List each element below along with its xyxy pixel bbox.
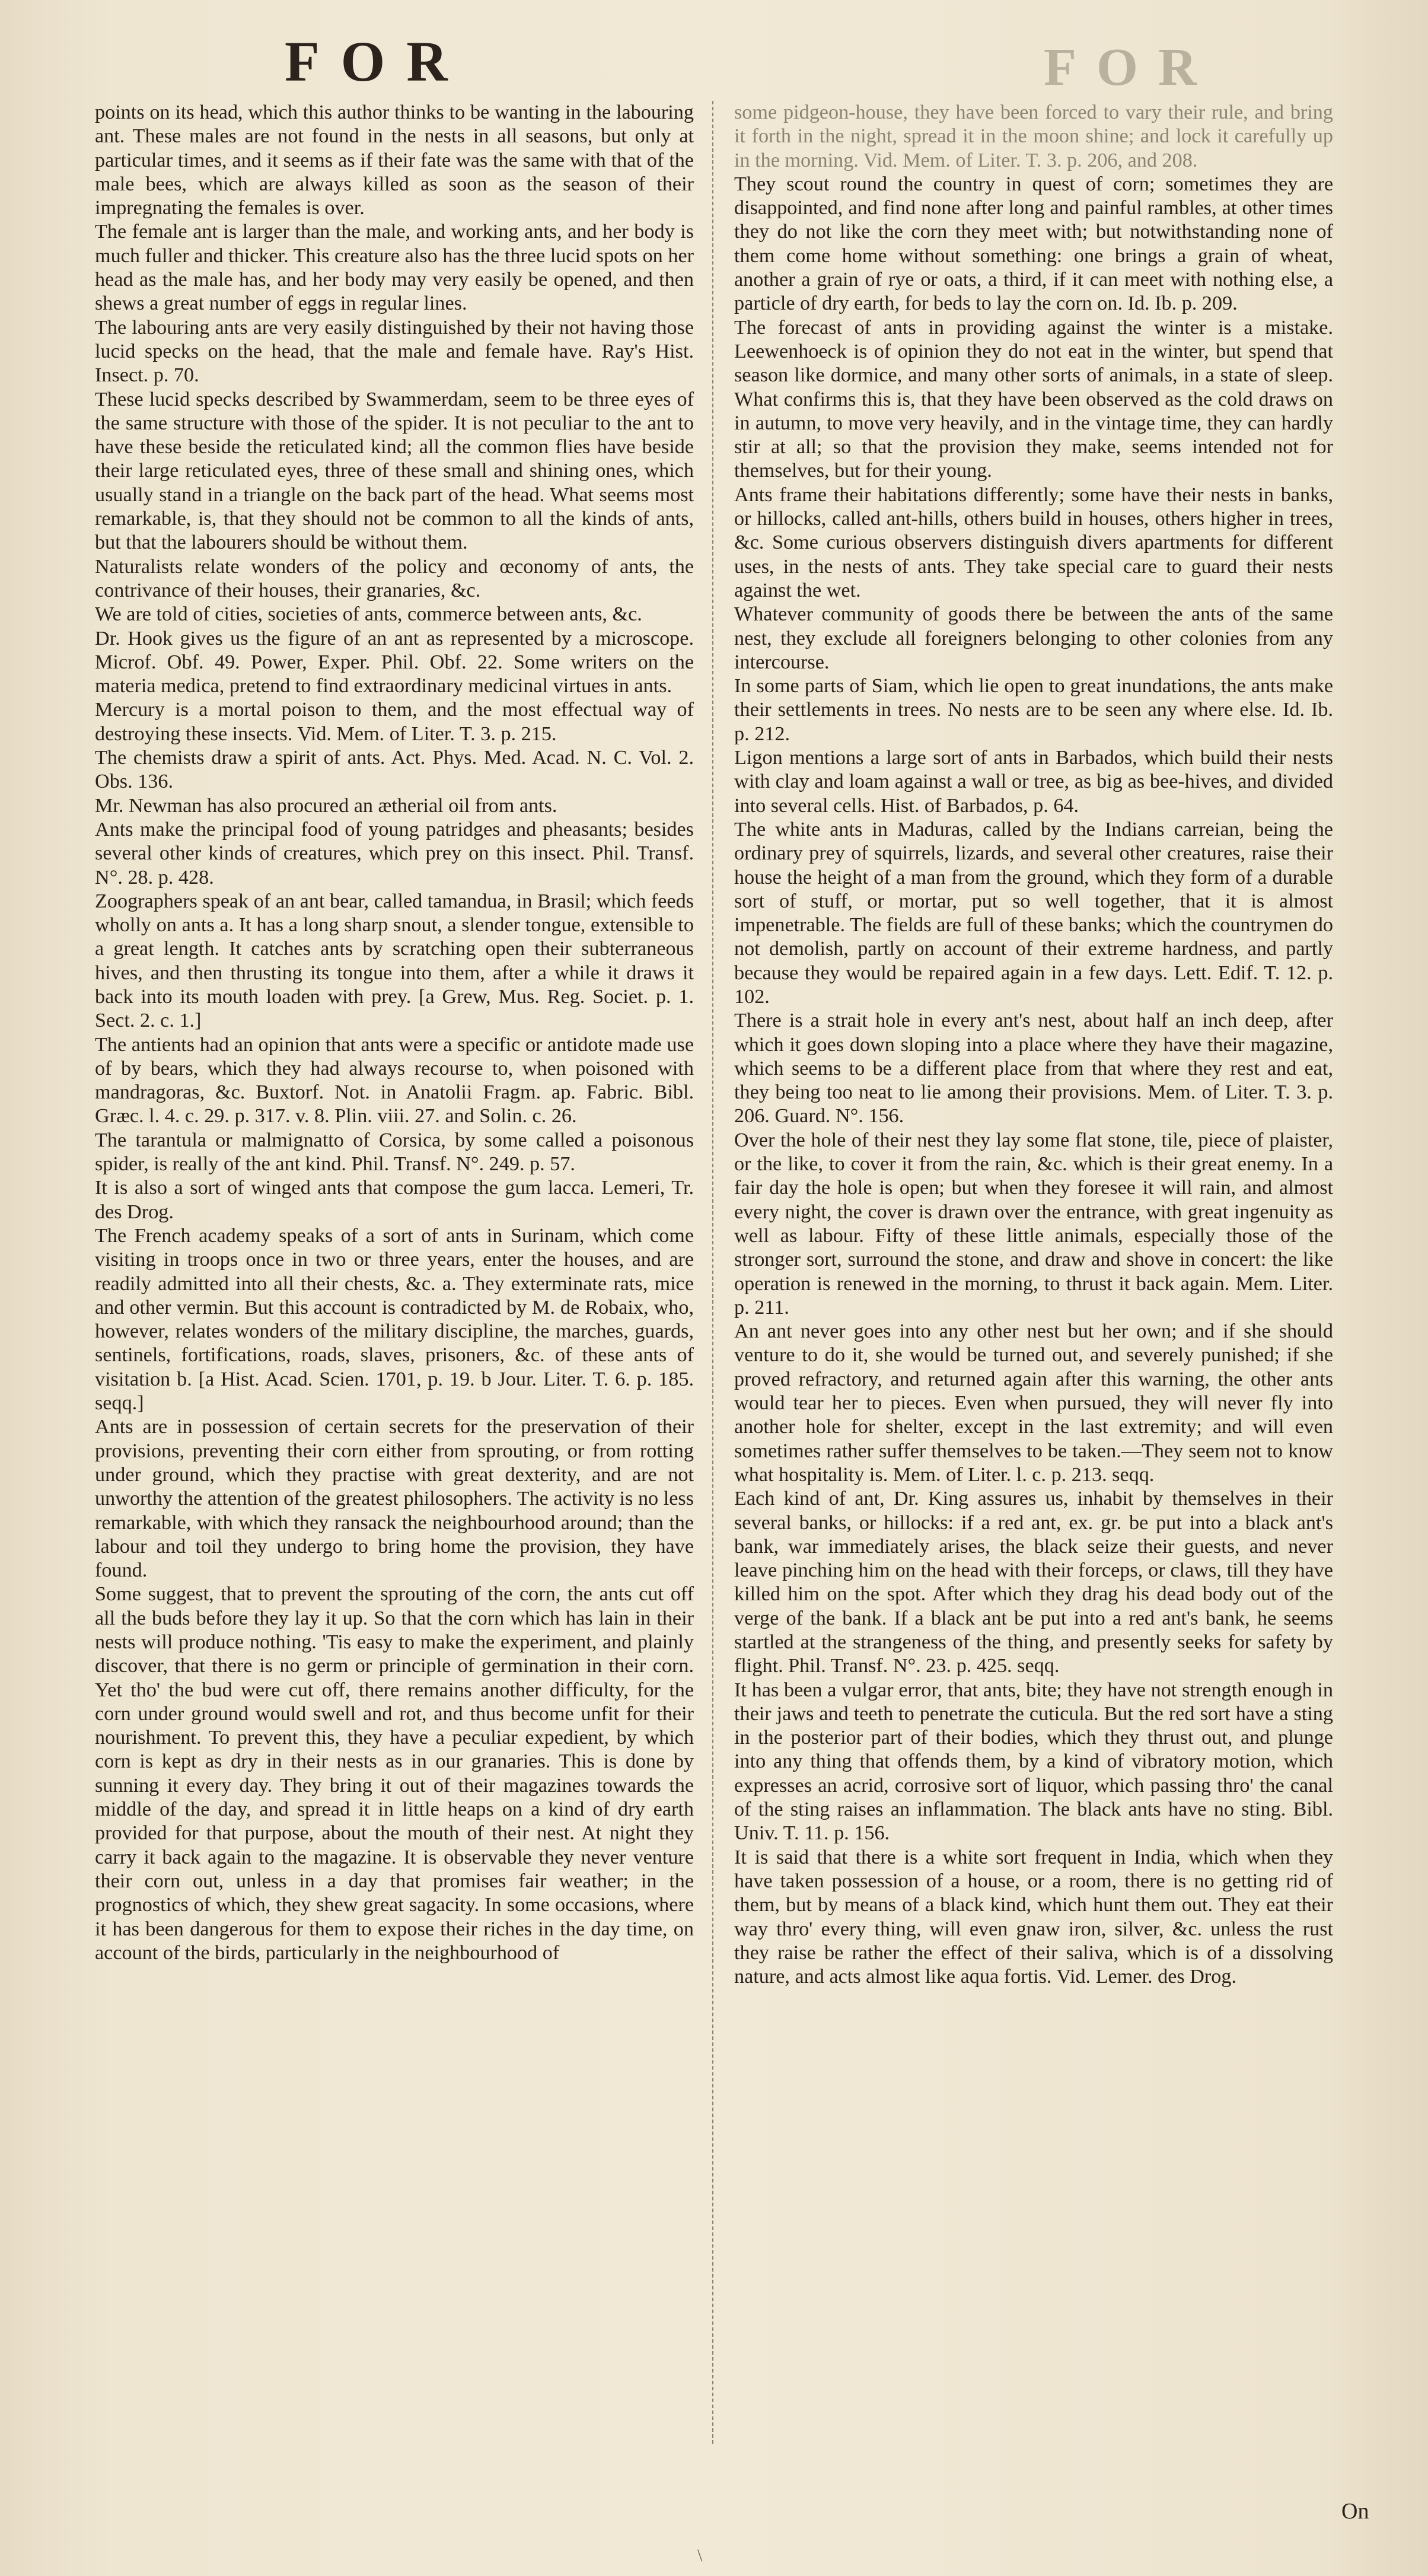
paragraph: points on its head, which this author thinks to be wanting in the labouring ant. These males are not found in the nests in all seasons, but only at particular times, and it seems as if their fate was the same with that of the male bees, which are always killed as soon as the season of their impregnating the females is over. [95,101,694,219]
paragraph: Ligon mentions a large sort of ants in Barbados, which build their nests with clay and loam against a wall or tree, as big as bee-hives, and divided into several cells. Hist. of Barbados, p. 64. [734,747,1333,817]
paragraph: Mr. Newman has also procured an ætherial oil from ants. [95,794,557,817]
paragraph: There is a strait hole in every ant's nest, about half an inch deep, after which it goes down sloping into a place where they have their magazine, which seems to be a different place from that where they rest and eat, they being too neat to lie among their provisions. Mem. of Liter. T. 3. p. 206. Guard. N°. 156. [734,1010,1333,1128]
paragraph: An ant never goes into any other nest but her own; and if she should venture to do it, she would be turned out, and severely punished; if she proved refractory, and returned again after this warning, the other ants would tear her to pieces. Even when pursued, they will never fly into another hole for shelter, except in the last extremity; and will even sometimes rather suffer themselves to be taken.—They seem not to know what hospitality is. Mem. of Liter. l. c. p. 213. seqq. [734,1320,1333,1486]
paragraph: Some suggest, that to prevent the sprouting of the corn, the ants cut off all the buds before they lay it up. So that the corn which has lain in their nests will produce nothing. 'Tis easy to make the experiment, and plainly discover, that there is no germ or principle of germination in their corn. Yet tho' the bud were cut off, there remains another difficulty, for the corn under ground would swell and rot, and thus become unfit for their nourishment. To prevent this, they have a peculiar expedient, by which corn is kept as dry in their nests as in our granaries. This is done by sunning it every day. They bring it out of their magazines towards the middle of the day, and spread it in little heaps on a kind of dry earth provided for that purpose, about the mouth of their nest. At night they carry it back again to the magazine. It is observable they never venture their corn out, unless in a day that promises fair weather; in the prognostics of which, they shew great sagacity. In some occasions, where it has been dangerous for them to expose their riches in the day time, on account of the birds, particularly in the neighbourhood of [95,1583,694,1964]
signature-mark: \ [697,2546,703,2565]
paragraph: It is also a sort of winged ants that compose the gum lacca. Lemeri, Tr. des Drog. [95,1177,694,1223]
right-column [734,101,1333,1989]
paragraph: Zoographers speak of an ant bear, called tamandua, in Brasil; which feeds wholly on ants a. It has a long sharp snout, a slender tongue, extensible to a great length. It catches ants by scratching open their subterraneous hives, and then thrusting its tongue into them, after a while it draws it back into its mouth loaden with prey. [a Grew, Mus. Reg. Societ. p. 1. Sect. 2. c. 1.] [95,890,694,1032]
paragraph: In some parts of Siam, which lie open to great inundations, the ants make their settlements in trees. No nests are to be seen any where else. Id. Ib. p. 212. [734,675,1333,745]
paragraph: Ants frame their habitations differently; some have their nests in banks, or hillocks, called ant-hills, others build in houses, others higher in trees, &c. Some curious observers distinguish divers apartments for different uses, in the nests of ants. They take special care to guard their nests against the wet. [734,483,1333,601]
paragraph: Whatever community of goods there be between the ants of the same nest, they exclude all foreigners belonging to other colonies from any intercourse. [734,603,1333,673]
catchword: On [1341,2499,1369,2524]
paragraph: These lucid specks described by Swammerdam, seem to be three eyes of the same structure with those of the spider. It is not peculiar to the ant to have these beside the reticulated kind; all the common flies have beside their large reticulated eyes, three of these small and shining ones, which usually stand in a triangle on the back part of the head. What seems most remarkable, is, that they should not be common to all the kinds of ants, but that the labourers should be without them. [95,388,694,554]
paragraph: Naturalists relate wonders of the policy and œconomy of ants, the contrivance of their houses, their granaries, &c. [95,555,694,601]
paragraph: We are told of cities, societies of ants, commerce between ants, &c. [95,603,642,626]
paragraph: It has been a vulgar error, that ants, bite; they have not strength enough in their jaws and teeth to penetrate the cuticula. But the red sort have a sting in the posterior part of their bodies, which they thrust out, and plunge into any thing that offends them, by a kind of vibratory motion, which expresses an acrid, corrosive sort of liquor, which passing thro' the canal of the sting raises an inflammation. The black ants have no sting. Bibl. Univ. T. 11. p. 156. [734,1679,1333,1845]
paragraph: The antients had an opinion that ants were a specific or antidote made use of by bears, which they had always recourse to, when poisoned with mandragoras, &c. Buxtorf. Not. in Anatolii Fragm. ap. Fabric. Bibl. Græc. l. 4. c. 29. p. 317. v. 8. Plin. viii. 27. and Solin. c. 26. [95,1033,694,1128]
paragraph: some pidgeon-house, they have been forced to vary their rule, and bring it forth in the night, spread it in the moon shine; and lock it carefully up in the morning. Vid. Mem. of Liter. T. 3. p. 206, and 208. [734,101,1333,171]
paragraph: The tarantula or malmignatto of Corsica, by some called a poisonous spider, is really of the ant kind. Phil. Transf. N°. 249. p. 57. [95,1129,694,1176]
paragraph: Dr. Hook gives us the figure of an ant as represented by a microscope. Microf. Obf. 49. Power, Exper. Phil. Obf. 22. Some writers on the materia medica, pretend to find extraordinary medicinal virtues in ants. [95,627,694,698]
paragraph: The chemists draw a spirit of ants. Act. Phys. Med. Acad. N. C. Vol. 2. Obs. 136. [95,747,694,793]
paragraph: The female ant is larger than the male, and working ants, and her body is much fuller and thicker. This creature also has the three lucid spots on her head as the male has, and her body may very easily be opened, and then shews a great number of eggs in regular lines. [95,221,694,315]
paragraph: The forecast of ants in providing against the winter is a mistake. Leewenhoeck is of opinion they do not eat in the winter, but spend that season like dormice, and many other sorts of animals, in a state of sleep. What confirms this is, that they have been observed as the cold draws on in autumn, to move very heavily, and in the vintage time, they can hardly stir at all; so that the provision they make, seems intended not for themselves, but for their young. [734,316,1333,482]
column-divider [712,101,713,2444]
paragraph: Ants make the principal food of young patridges and pheasants; besides several other kinds of creatures, which prey on this insect. Phil. Transf. N°. 28. p. 428. [95,818,694,889]
paragraph: They scout round the country in quest of corn; sometimes they are disappointed, and find none after long and painful rambles, at other times they do not like the corn they meet with; but notwithstanding none of them come home without something: one brings a grain of wheat, another a grain of rye or oats, a third, if it can meet with nothing else, a particle of dry earth, for beds to lay the corn on. Id. Ib. p. 209. [734,173,1333,315]
left-column [95,101,694,1965]
running-header-right: FOR [1044,38,1217,97]
paragraph: It is said that there is a white sort frequent in India, which when they have taken possession of a house, or a room, there is no getting rid of them, but by means of a black kind, which hunt them out. They eat their way thro' every thing, will even gnaw iron, silver, &c. unless the rust they raise be rather the effect of their saliva, which is of a dissolving nature, and acts almost like aqua fortis. Vid. Lemer. des Drog. [734,1846,1333,1988]
running-header-left: FOR [285,30,469,93]
paragraph: Ants are in possession of certain secrets for the preservation of their provisions, preventing their corn either from sprouting, or from rotting under ground, which they practise with great dexterity, and are not unworthy the attention of the greatest philosophers. The activity is no less remarkable, with which they ransack the neighbourhood around; than the labour and toil they undergo to bring home the provision, they have found. [95,1416,694,1582]
paragraph: The white ants in Maduras, called by the Indians carreian, being the ordinary prey of squirrels, lizards, and several other creatures, raise their house the height of a man from the ground, which they form of a durable sort of stuff, or mortar, put so well together, that it is almost impenetrable. The fields are full of these banks; which the countrymen do not demolish, partly on account of their extreme hardness, and partly because they would be repaired again in a few days. Lett. Edif. T. 12. p. 102. [734,818,1333,1008]
paragraph: Over the hole of their nest they lay some flat stone, tile, piece of plaister, or the like, to cover it from the rain, &c. which is their great enemy. In a fair day the hole is open; but when they foresee it will rain, and almost every night, the cover is drawn over the entrance, with great ingenuity as well as labour. Fifty of these little animals, especially those of the stronger sort, surround the stone, and draw and shove in concert: the like operation is renewed in the morning, to thrust it back again. Mem. Liter. p. 211. [734,1129,1333,1319]
paragraph: The labouring ants are very easily distinguished by their not having those lucid specks on the head, that the male and female have. Ray's Hist. Insect. p. 70. [95,316,694,387]
paragraph: Each kind of ant, Dr. King assures us, inhabit by themselves in their several banks, or hillocks: if a red ant, ex. gr. be put into a black ant's bank, war immediately arises, the black seize their guests, and never leave pinching him on the head with their forceps, or claws, till they have killed him on the spot. After which they drag his dead body out of the verge of the bank. If a black ant be put into a red ant's bank, he seems startled at the strangeness of the thing, and presently seeks for safety by flight. Phil. Transf. N°. 23. p. 425. seqq. [734,1488,1333,1677]
paragraph: Mercury is a mortal poison to them, and the most effectual way of destroying these insects. Vid. Mem. of Liter. T. 3. p. 215. [95,699,694,745]
paragraph: The French academy speaks of a sort of ants in Surinam, which come visiting in troops once in two or three years, enter the houses, and are readily admitted into all their chests, &c. a. They exterminate rats, mice and other vermin. But this account is contradicted by M. de Robaix, who, however, relates wonders of the military discipline, the marches, guards, sentinels, fortifications, roads, slaves, prisoners, &c. of these ants of visitation b. [a Hist. Acad. Scien. 1701, p. 19. b Jour. Liter. T. 6. p. 185. seqq.] [95,1224,694,1415]
